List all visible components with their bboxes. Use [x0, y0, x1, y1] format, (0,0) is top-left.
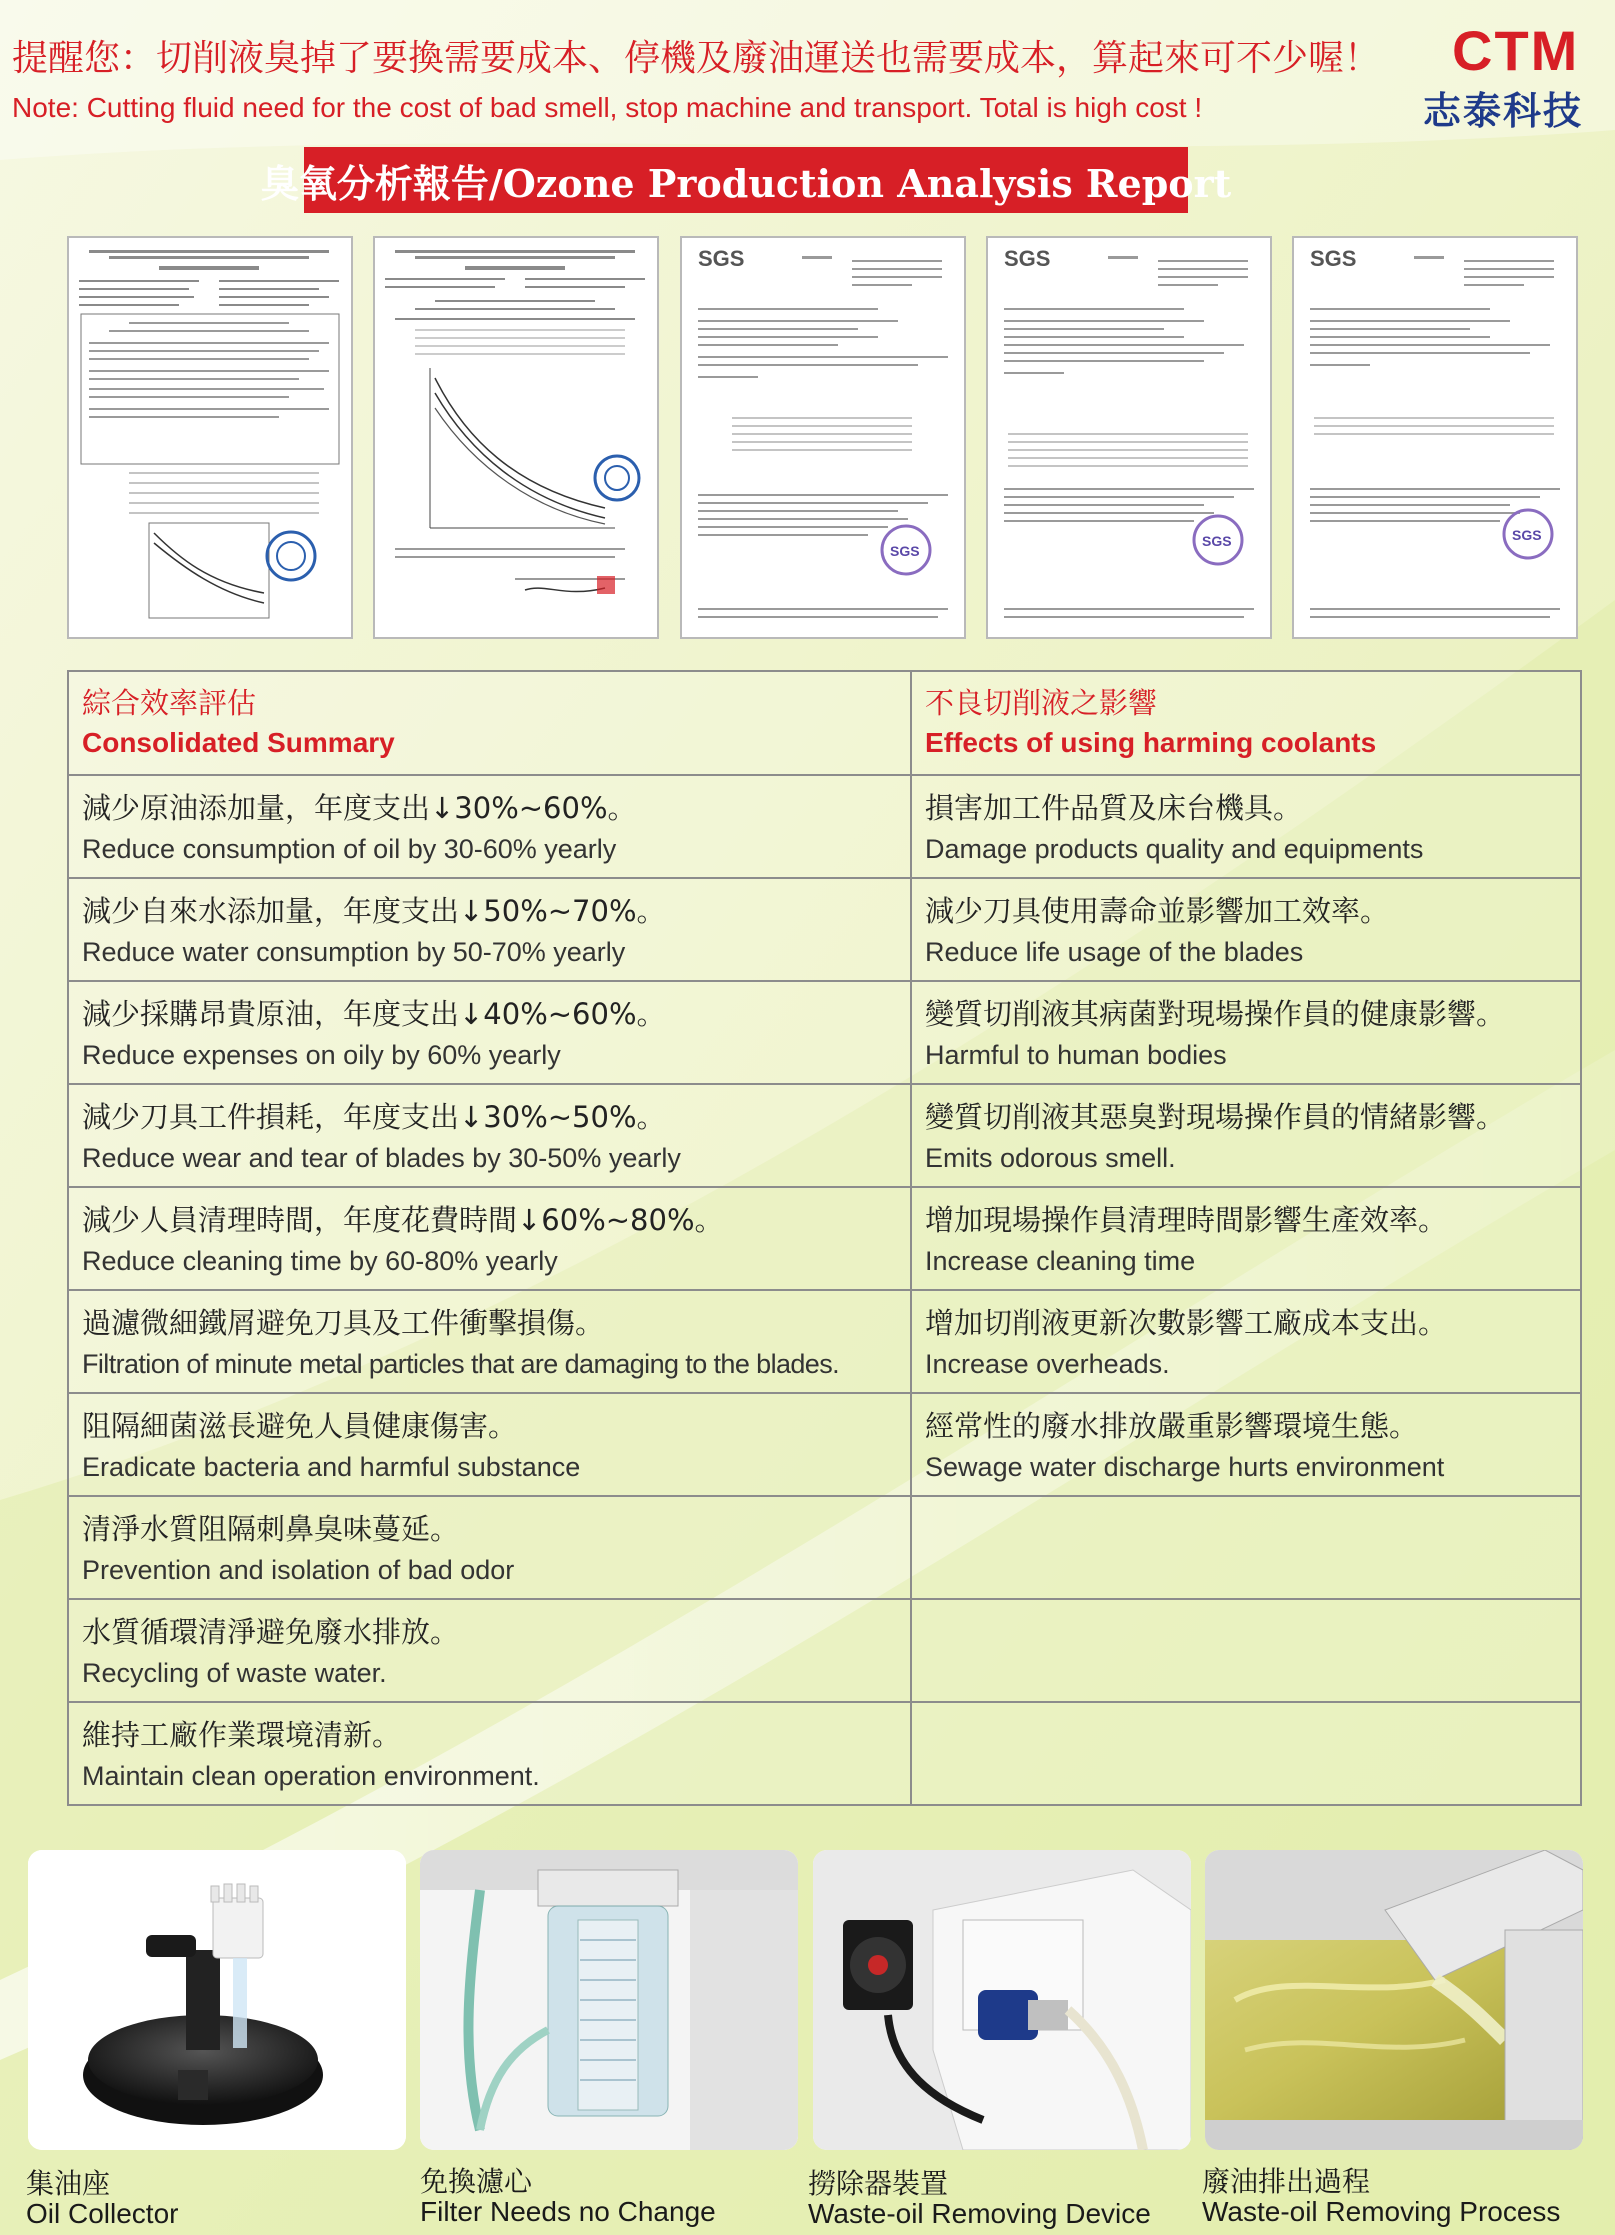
summary-cell	[68, 1187, 911, 1290]
summary-cell	[68, 1599, 911, 1702]
effect-item-zh: 損害加工件品質及床台機具。	[925, 790, 1303, 825]
effect-cell-empty	[911, 1599, 1581, 1702]
notice-chinese: 提醒您：切削液臭掉了要換需要成本、停機及廢油運送也需要成本，算起來可不少喔！	[12, 38, 1381, 79]
summary-header-cell	[68, 671, 911, 775]
filter-caption-en: Filter Needs no Change	[420, 2196, 716, 2227]
report-title: 臭氧分析報告/Ozone Production Analysis Report	[260, 160, 1232, 206]
oil-collector-caption-en: Oil Collector	[26, 2198, 179, 2229]
sgs-report-1-graphic	[682, 238, 964, 637]
summary-item-en: Reduce consumption of oil by 30-60% yearly	[82, 833, 617, 864]
summary-cell	[68, 1084, 911, 1187]
waste-oil-caption-zh: 廢油排出過程	[1202, 2165, 1371, 2198]
summary-item-zh: 減少採購昂貴原油，年度支出↓40%~60%。	[82, 996, 666, 1031]
table-row	[68, 981, 1581, 1084]
svg-text:SGS: SGS	[1512, 527, 1542, 543]
lab-report-2-graphic	[375, 238, 657, 637]
svg-text:SGS: SGS	[1202, 533, 1232, 549]
summary-item-en: Eradicate bacteria and harmful substance	[82, 1451, 581, 1482]
sgs-report-thumbnail-1	[680, 236, 966, 639]
filter-illustration	[420, 1850, 798, 2150]
summary-item-en: Reduce wear and tear of blades by 30-50% yearly	[82, 1142, 681, 1173]
summary-item-zh: 清淨水質阻隔刺鼻臭味蔓延。	[82, 1511, 460, 1546]
summary-header-en: Consolidated Summary	[82, 727, 395, 758]
effect-item-en: Damage products quality and equipments	[925, 833, 1424, 864]
effect-item-en: Increase cleaning time	[925, 1245, 1196, 1276]
effect-item-en: Harmful to human bodies	[925, 1039, 1227, 1070]
effect-item-en: Reduce life usage of the blades	[925, 936, 1304, 967]
oil-collector-caption-zh: 集油座	[26, 2167, 111, 2200]
filter-photo	[420, 1850, 798, 2150]
effect-cell	[911, 1290, 1581, 1393]
effect-cell	[911, 1393, 1581, 1496]
summary-item-en: Reduce expenses on oily by 60% yearly	[82, 1039, 561, 1070]
summary-item-en: Recycling of waste water.	[82, 1657, 387, 1688]
effect-item-en: Increase overheads.	[925, 1348, 1170, 1379]
table-row	[68, 1084, 1581, 1187]
product-gallery	[0, 1850, 1615, 2235]
skimmer-caption-en: Waste-oil Removing Device	[808, 2198, 1151, 2229]
table-row	[68, 878, 1581, 981]
sgs-report-3-graphic	[1294, 238, 1576, 637]
summary-table	[67, 670, 1582, 1806]
summary-item-en: Reduce water consumption by 50-70% yearly	[82, 936, 626, 967]
summary-cell	[68, 981, 911, 1084]
oil-collector-illustration	[28, 1850, 406, 2150]
table-row	[68, 1290, 1581, 1393]
summary-item-zh: 過濾微細鐵屑避免刀具及工件衝擊損傷。	[82, 1305, 605, 1340]
table-row	[68, 1599, 1581, 1702]
effect-cell	[911, 981, 1581, 1084]
summary-item-zh: 水質循環清淨避免廢水排放。	[82, 1614, 460, 1649]
skimmer-caption-zh: 撈除器裝置	[808, 2167, 949, 2200]
sgs-report-thumbnail-3	[1292, 236, 1578, 639]
summary-cell	[68, 775, 911, 878]
lab-report-thumbnail-1	[67, 236, 353, 639]
sgs-report-thumbnail-2	[986, 236, 1272, 639]
effect-cell	[911, 775, 1581, 878]
lab-report-1-graphic	[69, 238, 351, 637]
effect-item-zh: 經常性的廢水排放嚴重影響環境生態。	[925, 1408, 1419, 1443]
table-row	[68, 1187, 1581, 1290]
effects-header-en: Effects of using harming coolants	[925, 727, 1377, 758]
effect-cell-empty	[911, 1702, 1581, 1805]
oil-collector-photo	[28, 1850, 406, 2150]
svg-text:SGS: SGS	[1310, 246, 1357, 271]
brand-chinese-name: 志泰科技	[1423, 89, 1584, 133]
brand-logo-text: CTM	[1452, 19, 1580, 82]
waste-oil-process-illustration	[1205, 1850, 1583, 2150]
svg-text:SGS: SGS	[890, 543, 920, 559]
table-row	[68, 1393, 1581, 1496]
summary-item-zh: 減少刀具工件損耗，年度支出↓30%~50%。	[82, 1099, 666, 1134]
effects-header-cell	[911, 671, 1581, 775]
table-row	[68, 775, 1581, 878]
summary-item-zh: 減少原油添加量，年度支出↓30%~60%。	[82, 790, 637, 825]
effect-item-en: Emits odorous smell.	[925, 1142, 1176, 1173]
summary-cell	[68, 1393, 911, 1496]
report-documents	[0, 236, 1615, 641]
effect-item-zh: 增加切削液更新次數影響工廠成本支出。	[925, 1305, 1448, 1340]
summary-cell	[68, 1290, 911, 1393]
effect-item-zh: 增加現場操作員清理時間影響生產效率。	[925, 1202, 1448, 1237]
svg-text:SGS: SGS	[698, 246, 745, 271]
summary-item-zh: 減少自來水添加量，年度支出↓50%~70%。	[82, 893, 666, 928]
table-row	[68, 1702, 1581, 1805]
waste-oil-caption-en: Waste-oil Removing Process	[1202, 2196, 1561, 2227]
effect-cell	[911, 878, 1581, 981]
report-title-banner	[260, 147, 1232, 213]
effect-item-en: Sewage water discharge hurts environment	[925, 1451, 1445, 1482]
summary-item-en: Prevention and isolation of bad odor	[82, 1554, 515, 1585]
effect-item-zh: 變質切削液其惡臭對現場操作員的情緒影響。	[925, 1099, 1506, 1134]
skimmer-device-illustration	[813, 1850, 1191, 2150]
effect-cell	[911, 1187, 1581, 1290]
summary-cell	[68, 1496, 911, 1599]
summary-item-zh: 維持工廠作業環境清新。	[82, 1717, 402, 1752]
filter-caption-zh: 免換濾心	[420, 2165, 533, 2198]
effect-item-zh: 變質切削液其病菌對現場操作員的健康影響。	[925, 996, 1506, 1031]
skimmer-device-photo	[813, 1850, 1191, 2150]
effect-cell-empty	[911, 1496, 1581, 1599]
summary-item-en: Filtration of minute metal particles that are damaging to the blades.	[82, 1348, 840, 1379]
waste-oil-process-photo	[1205, 1850, 1583, 2150]
header	[0, 0, 1615, 135]
effect-cell	[911, 1084, 1581, 1187]
effects-header-zh: 不良切削液之影響	[925, 686, 1158, 720]
sgs-report-2-graphic	[988, 238, 1270, 637]
table-row	[68, 1496, 1581, 1599]
svg-text:SGS: SGS	[1004, 246, 1051, 271]
notice-english: Note: Cutting fluid need for the cost of bad smell, stop machine and transport. Total is high cost !	[12, 92, 1203, 123]
summary-header-zh: 綜合效率評估	[82, 686, 257, 720]
table-header-row	[68, 671, 1581, 775]
summary-cell	[68, 1702, 911, 1805]
effect-item-zh: 減少刀具使用壽命並影響加工效率。	[925, 893, 1390, 928]
summary-item-zh: 減少人員清理時間，年度花費時間↓60%~80%。	[82, 1202, 724, 1237]
summary-cell	[68, 878, 911, 981]
lab-report-thumbnail-2	[373, 236, 659, 639]
summary-item-en: Reduce cleaning time by 60-80% yearly	[82, 1245, 558, 1276]
summary-item-zh: 阻隔細菌滋長避免人員健康傷害。	[82, 1408, 518, 1443]
summary-item-en: Maintain clean operation environment.	[82, 1760, 540, 1791]
